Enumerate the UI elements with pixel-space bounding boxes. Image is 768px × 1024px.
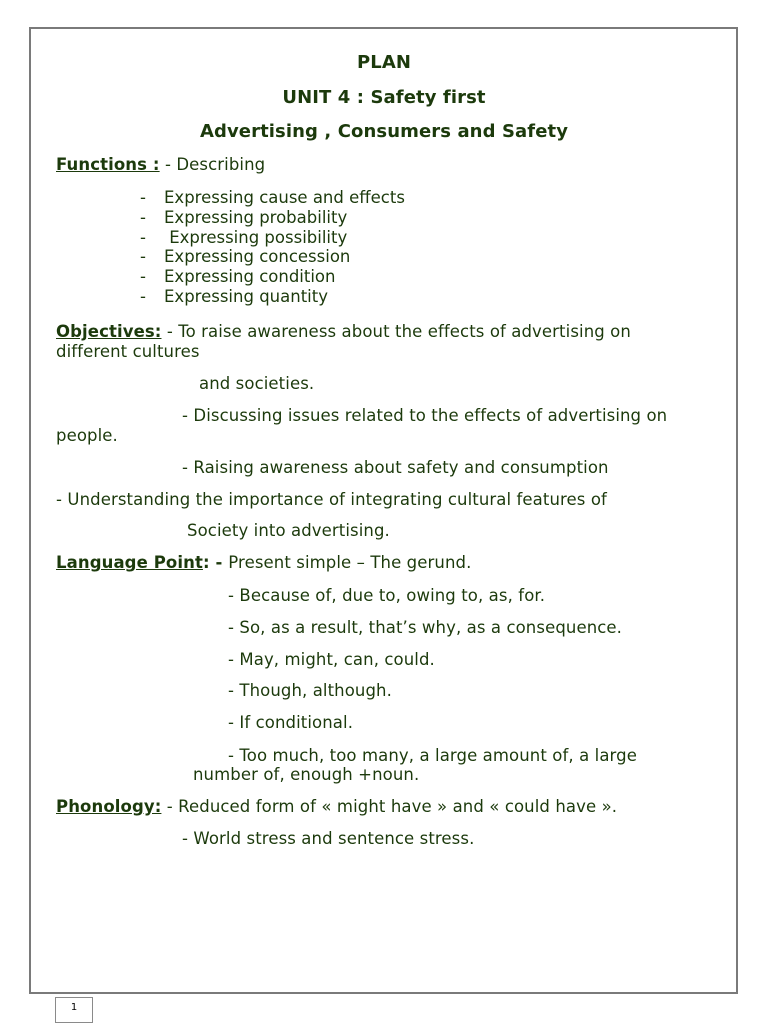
page-number: 1	[55, 997, 93, 1023]
phonology-line: - World stress and sentence stress.	[182, 829, 475, 848]
language-point-item: number of, enough +noun.	[193, 765, 420, 784]
language-point-line: Language Point: - Present simple – The gerund.	[56, 553, 472, 572]
list-item: - Expressing cause and effects	[140, 188, 405, 207]
list-item: - Expressing probability	[140, 207, 348, 227]
list-item: - Expressing concession	[140, 247, 351, 267]
list-item: - Expressing quantity	[140, 286, 328, 306]
language-point-item: - If conditional.	[228, 713, 354, 732]
objectives-line: different cultures	[56, 342, 200, 361]
objectives-line: - Raising awareness about safety and consumption	[182, 458, 609, 477]
functions-list	[140, 188, 405, 307]
unit-title: UNIT 4 : Safety first	[282, 87, 486, 108]
list-item: - Expressing possibility	[140, 227, 348, 247]
objectives-line: people.	[56, 426, 118, 445]
list-item: - Expressing condition	[140, 267, 336, 287]
plan-heading: PLAN	[356, 52, 412, 73]
topic-title: Advertising , Consumers and Safety	[199, 121, 569, 142]
language-point-item: - Because of, due to, owing to, as, for.	[228, 586, 546, 605]
functions-first: - Describing	[159, 155, 266, 174]
language-point-item: - Though, although.	[228, 681, 392, 700]
language-point-item: - May, might, can, could.	[228, 650, 435, 669]
functions-line	[56, 155, 265, 175]
phonology-label: Phonology:	[56, 797, 162, 816]
phonology-line: Phonology: - Reduced form of « might have » and « could have ».	[56, 797, 618, 816]
objectives-line: - Discussing issues related to the effects of advertising on	[182, 406, 668, 425]
objectives-line: and societies.	[199, 374, 315, 393]
objectives-line: - Understanding the importance of integrating cultural features of	[56, 490, 607, 509]
language-point-item: - Too much, too many, a large amount of, a large	[228, 746, 637, 765]
objectives-line: Objectives: - To raise awareness about the effects of advertising on	[56, 322, 631, 341]
objectives-label: Objectives:	[56, 322, 162, 341]
objectives-line: Society into advertising.	[187, 521, 390, 540]
language-point-label: Language Point	[56, 553, 203, 572]
functions-label: Functions :	[56, 155, 160, 174]
language-point-item: - So, as a result, that’s why, as a consequence.	[228, 618, 623, 637]
